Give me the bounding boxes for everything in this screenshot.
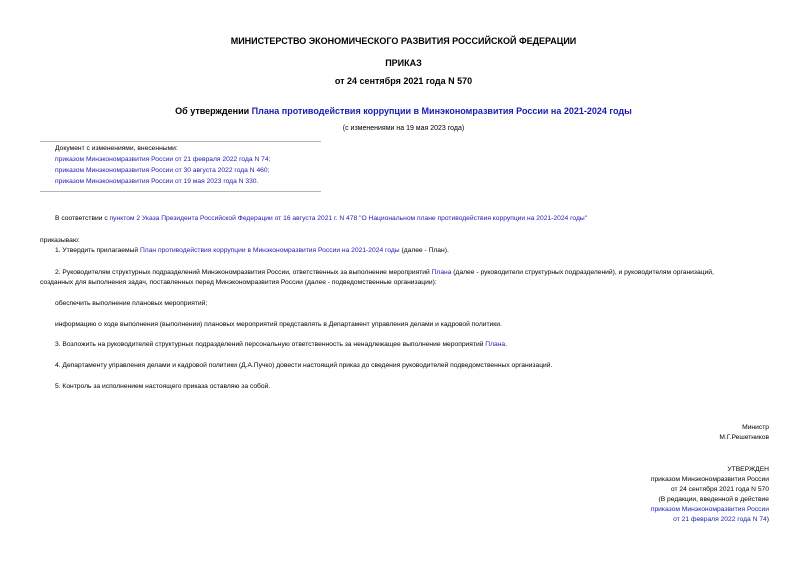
change-link-1[interactable]: приказом Минэкономразвития России от 21 февраля 2022 года N 74;: [55, 156, 271, 163]
date-number-heading: от 24 сентября 2021 года N 570: [334, 76, 473, 86]
title-prefix: Об утверждении: [175, 106, 252, 116]
doc-type-heading: ПРИКАЗ: [385, 58, 422, 68]
plan-link-item3[interactable]: Плана: [485, 341, 506, 348]
intro-paragraph: [55, 214, 587, 225]
plan-link-item1[interactable]: План противодействия коррупции в Минэкономразвития России на 2021-2024 годы: [139, 247, 400, 254]
change-link-3[interactable]: приказом Минэкономразвития России от 19 мая 2023 года N 330.: [55, 178, 259, 185]
changes-top-rule: [40, 141, 321, 142]
approval-amend-link-2[interactable]: от 21 февраля 2022 года N 74: [673, 516, 767, 523]
item-2b: информацию о ходе выполнения (выполнении) плановых мероприятий представлять в Департамент управления делами и кадровой политики.: [55, 321, 502, 328]
item1-prefix: 1. Утвердить прилагаемый: [55, 247, 140, 254]
changes-bottom-rule: [40, 191, 321, 192]
intro-prefix: В соответствии с: [55, 215, 110, 222]
approval-date: от 24 сентября 2021 года N 570: [670, 486, 769, 493]
item-5: 5. Контроль за исполнением настоящего приказа оставляю за собой.: [55, 383, 271, 390]
document-title: [0, 106, 807, 116]
item-2: [55, 268, 714, 279]
signature-position: Министр: [742, 424, 769, 431]
item2-suffix: (далее - руководители структурных подразделений), и руководителям организаций,: [451, 269, 714, 276]
approval-stamp: УТВЕРЖДЕН: [727, 466, 769, 473]
item1-suffix: (далее - План).: [399, 247, 449, 254]
decree-link[interactable]: пунктом 2 Указа Президента Российской Федерации от 16 августа 2021 г. N 478 "О Национальном плане противодействия коррупции на 2021-2024 годы": [109, 215, 588, 222]
order-word: приказываю:: [40, 237, 80, 244]
ministry-heading: МИНИСТЕРСТВО ЭКОНОМИЧЕСКОГО РАЗВИТИЯ РОССИЙСКОЙ ФЕДЕРАЦИИ: [230, 36, 577, 46]
revision-note: (с изменениями на 19 мая 2023 года): [342, 125, 465, 132]
item-4: 4. Департаменту управления делами и кадровой политики (Д.А.Пучко) довести настоящий приказ до сведения руководителей подведомственных организаций.: [55, 362, 553, 369]
plan-title-link[interactable]: Плана противодействия коррупции в Минэкономразвития России на 2021-2024 годы: [251, 106, 632, 116]
change-link-2[interactable]: приказом Минэкономразвития России от 30 августа 2022 года N 460;: [55, 167, 270, 174]
approval-order: приказом Минэкономразвития России: [650, 476, 769, 483]
item2-prefix: 2. Руководителям структурных подразделений Минэкономразвития России, ответственных за выполнение мероприятий: [55, 269, 432, 276]
plan-link-item2[interactable]: Плана: [431, 269, 452, 276]
signature-name: М.Г.Решетников: [719, 434, 769, 441]
changes-heading: Документ с изменениями, внесенными:: [55, 145, 178, 152]
item-3: [55, 340, 507, 351]
item3-suffix: .: [505, 341, 507, 348]
item-2a: обеспечить выполнение плановых мероприятий;: [55, 300, 208, 307]
approval-close-paren: ): [766, 516, 769, 523]
approval-amend-link-1[interactable]: приказом Минэкономразвития России: [650, 506, 769, 513]
item3-prefix: 3. Возложить на руководителей структурных подразделений персональную ответственность за ненадлежащее выполнение мероприятий: [55, 341, 486, 348]
item-2-continuation: созданных для выполнения задач, поставленных перед Минэкономразвития России (далее - подведомственные организации):: [40, 279, 437, 286]
approval-revision-note: (В редакции, введенной в действие: [658, 496, 769, 503]
item-1: [55, 246, 449, 257]
